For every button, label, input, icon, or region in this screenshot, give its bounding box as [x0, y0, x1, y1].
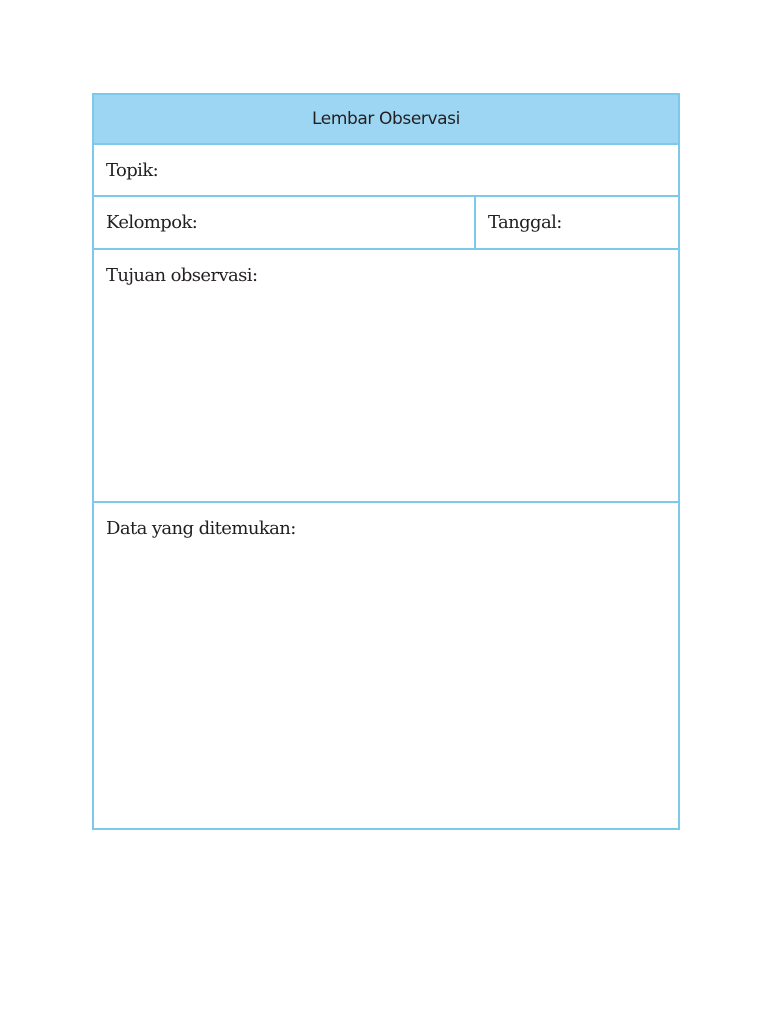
- purpose-label: Tujuan observasi:: [106, 265, 258, 286]
- group-field[interactable]: [94, 197, 476, 248]
- group-label: Kelompok:: [106, 212, 198, 233]
- topic-label: Topik:: [106, 160, 159, 181]
- group-date-row: [94, 195, 678, 248]
- findings-label: Data yang ditemukan:: [106, 518, 296, 539]
- date-label: Tanggal:: [488, 212, 562, 233]
- topic-row: [94, 143, 678, 195]
- observation-sheet: [92, 93, 680, 830]
- findings-field[interactable]: [94, 503, 678, 828]
- sheet-title: Lembar Observasi: [94, 95, 678, 143]
- findings-row: [94, 501, 678, 828]
- date-field[interactable]: [476, 197, 678, 248]
- purpose-row: [94, 248, 678, 501]
- purpose-field[interactable]: [94, 250, 678, 501]
- topic-field[interactable]: [94, 145, 678, 195]
